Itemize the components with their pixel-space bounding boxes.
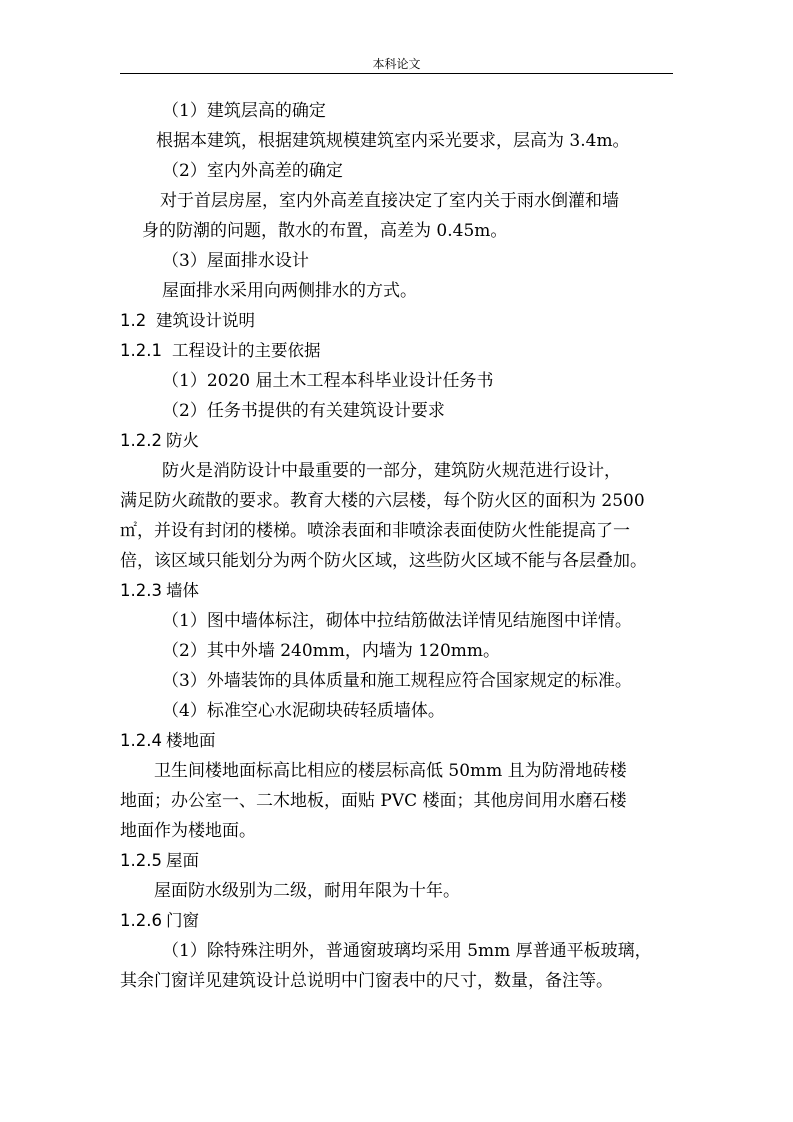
section-number: 1.2.2 bbox=[120, 431, 162, 450]
paragraph-line: （1）建筑层高的确定 bbox=[162, 101, 326, 121]
section-title: 建筑设计说明 bbox=[156, 311, 255, 330]
paragraph-line: 满足防火疏散的要求。教育大楼的六层楼，每个防火区的面积为 2500 bbox=[120, 491, 645, 511]
paragraph-line: （2）任务书提供的有关建筑设计要求 bbox=[162, 401, 445, 421]
paragraph-line: 屋面防水级别为二级，耐用年限为十年。 bbox=[154, 881, 460, 901]
section-number: 1.2.3 bbox=[120, 581, 162, 600]
section-title: 楼地面 bbox=[166, 731, 216, 750]
section-heading bbox=[120, 576, 673, 606]
paragraph-line: （1）2020 届土木工程本科毕业设计任务书 bbox=[162, 371, 494, 391]
paragraph-line: （1）图中墙体标注，砌体中拉结筋做法详情见结施图中详情。 bbox=[162, 611, 632, 631]
paragraph-line: ㎡，并设有封闭的楼梯。喷涂表面和非喷涂表面使防火性能提高了一 bbox=[120, 521, 630, 541]
section-heading bbox=[120, 336, 673, 366]
paragraph-line: 防火是消防设计中最重要的一部分，建筑防火规范进行设计， bbox=[162, 461, 621, 481]
section-heading bbox=[120, 426, 673, 456]
section-title: 墙体 bbox=[166, 581, 199, 600]
section-heading bbox=[120, 306, 673, 336]
paragraph-line: 身的防潮的问题，散水的布置，高差为 0.45m。 bbox=[142, 221, 508, 241]
section-number: 1.2.4 bbox=[120, 731, 162, 750]
paragraph-line: 其余门窗详见建筑设计总说明中门窗表中的尺寸，数量，备注等。 bbox=[120, 971, 613, 991]
document-body bbox=[120, 96, 673, 996]
paragraph-line: （1）除特殊注明外，普通窗玻璃均采用 5mm 厚普通平板玻璃， bbox=[162, 941, 652, 961]
section-title: 防火 bbox=[166, 431, 199, 450]
paragraph-line: 地面；办公室一、二木地板，面贴 PVC 楼面；其他房间用水磨石楼 bbox=[120, 791, 627, 811]
paragraph-line: （2）其中外墙 240mm，内墙为 120mm。 bbox=[162, 641, 500, 661]
section-heading bbox=[120, 726, 673, 756]
header-divider bbox=[120, 73, 673, 74]
paragraph-line: （4）标准空心水泥砌块砖轻质墙体。 bbox=[162, 701, 445, 721]
section-number: 1.2.6 bbox=[120, 911, 162, 930]
paragraph-line: （3）屋面排水设计 bbox=[162, 251, 309, 271]
paragraph-line: （2）室内外高差的确定 bbox=[162, 161, 343, 181]
section-number: 1.2.1 bbox=[120, 341, 162, 360]
section-title: 屋面 bbox=[166, 851, 199, 870]
paragraph-line: 对于首层房屋，室内外高差直接决定了室内关于雨水倒灌和墙 bbox=[160, 191, 619, 211]
section-heading bbox=[120, 846, 673, 876]
paragraph-line: 地面作为楼地面。 bbox=[120, 821, 256, 841]
page-header: 本科论文 bbox=[372, 57, 421, 71]
paragraph-line: 倍，该区域只能划分为两个防火区域，这些防火区域不能与各层叠加。 bbox=[120, 551, 647, 571]
section-number: 1.2 bbox=[120, 311, 147, 330]
paragraph-line: 根据本建筑，根据建筑规模建筑室内采光要求，层高为 3.4m。 bbox=[156, 131, 630, 151]
section-heading bbox=[120, 906, 673, 936]
section-title: 门窗 bbox=[166, 911, 199, 930]
section-number: 1.2.5 bbox=[120, 851, 162, 870]
paragraph-line: 卫生间楼地面标高比相应的楼层标高低 50mm 且为防滑地砖楼 bbox=[154, 761, 627, 781]
paragraph-line: （3）外墙装饰的具体质量和施工规程应符合国家规定的标准。 bbox=[162, 671, 632, 691]
paragraph-line: 屋面排水采用向两侧排水的方式。 bbox=[162, 281, 417, 301]
section-title: 工程设计的主要依据 bbox=[172, 341, 321, 360]
